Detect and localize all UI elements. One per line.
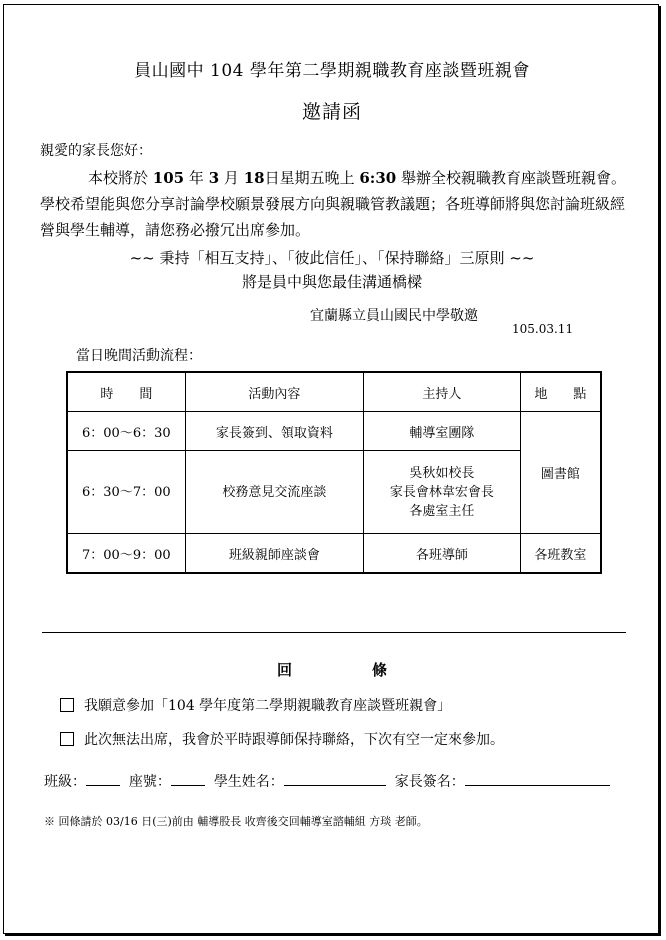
paragraph-lead: 本校將於 bbox=[88, 169, 149, 187]
event-time: 6:30 bbox=[359, 169, 397, 187]
decline-option-label: 此次無法出席，我會於平時跟導師保持聯絡，下次有空一定來參加。 bbox=[84, 732, 504, 748]
slogan-line-1: ~~ 秉持「相互支持」、「彼此信任」、「保持聯絡」三原則 ~~ bbox=[129, 249, 535, 267]
row-activity: 家長簽到、領取資料 bbox=[185, 412, 363, 451]
header-host: 主持人 bbox=[364, 372, 521, 412]
row-time: 6：30～7：00 bbox=[67, 451, 185, 534]
row-location: 各班教室 bbox=[520, 534, 601, 574]
page-subtitle: 邀請函 bbox=[301, 101, 362, 123]
page-title: 員山國中 104 學年第二學期親職教育座談暨班親會 bbox=[134, 61, 530, 81]
seat-field[interactable] bbox=[171, 771, 205, 786]
row-time: 7：00～9：00 bbox=[67, 534, 185, 574]
signature: 宜蘭縣立員山國民中學敬邀 bbox=[310, 308, 478, 324]
event-day: 18 bbox=[243, 169, 265, 187]
year-unit: 年 bbox=[188, 169, 204, 187]
parent-signature-field-label: 家長簽名： bbox=[394, 774, 465, 790]
attend-checkbox[interactable] bbox=[60, 698, 74, 712]
row-location: 圖書館 bbox=[520, 412, 601, 534]
day-unit: 日星期五晚上 bbox=[264, 169, 355, 187]
host-line: 各處室主任 bbox=[409, 503, 475, 519]
row-host: 輔導室團隊 bbox=[364, 412, 521, 451]
table-row bbox=[67, 534, 601, 574]
table-header-row bbox=[67, 372, 601, 412]
cut-line-divider bbox=[42, 632, 626, 633]
reply-slip-title: 回條 bbox=[276, 661, 467, 679]
header-time: 時 間 bbox=[67, 372, 185, 412]
schedule-caption: 當日晚間活動流程： bbox=[76, 348, 202, 364]
letter-date: 105.03.11 bbox=[512, 322, 574, 336]
host-line: 家長會林韋宏會長 bbox=[389, 484, 494, 500]
student-name-field[interactable] bbox=[284, 771, 386, 786]
class-field[interactable] bbox=[86, 771, 120, 786]
attend-option-label: 我願意參加「104 學年度第二學期親職教育座談暨班親會」 bbox=[84, 698, 452, 714]
greeting: 親愛的家長您好： bbox=[40, 143, 152, 159]
header-activity: 活動內容 bbox=[185, 372, 363, 412]
paragraph-rest: 舉辦全校親職教育座談暨班親會。學校希望能與您分享討論學校願景發展方向與親職管教議題；各班導師將與您討論班級經營與學生輔導，請您務必撥冗出席參加。 bbox=[40, 169, 627, 239]
table-row bbox=[67, 412, 601, 451]
parent-signature-field[interactable] bbox=[465, 771, 610, 786]
row-activity: 班級親師座談會 bbox=[185, 534, 363, 574]
row-time: 6：00～6：30 bbox=[67, 412, 185, 451]
row-host: 各班導師 bbox=[364, 534, 521, 574]
seat-field-label: 座號： bbox=[128, 774, 171, 790]
decline-checkbox[interactable] bbox=[60, 732, 74, 746]
letter-paragraph bbox=[40, 165, 630, 243]
student-name-field-label: 學生姓名： bbox=[213, 774, 284, 790]
invitation-page bbox=[3, 4, 659, 934]
return-note: ※ 回條請於 03/16 日(三)前由 輔導股長 收齊後交回輔導室諮輔組 方琰 老師。 bbox=[44, 815, 428, 828]
row-activity: 校務意見交流座談 bbox=[185, 451, 363, 534]
host-line: 吳秋如校長 bbox=[409, 465, 475, 481]
row-host bbox=[364, 451, 521, 534]
reply-fields bbox=[44, 771, 610, 791]
event-year: 105 bbox=[152, 169, 185, 187]
month-unit: 月 bbox=[223, 169, 239, 187]
schedule-table bbox=[66, 371, 602, 574]
event-month: 3 bbox=[208, 169, 220, 187]
class-field-label: 班級： bbox=[44, 774, 86, 790]
slogan-line-2: 將是員中與您最佳溝通橋樑 bbox=[241, 273, 422, 291]
header-location: 地 點 bbox=[520, 372, 601, 412]
